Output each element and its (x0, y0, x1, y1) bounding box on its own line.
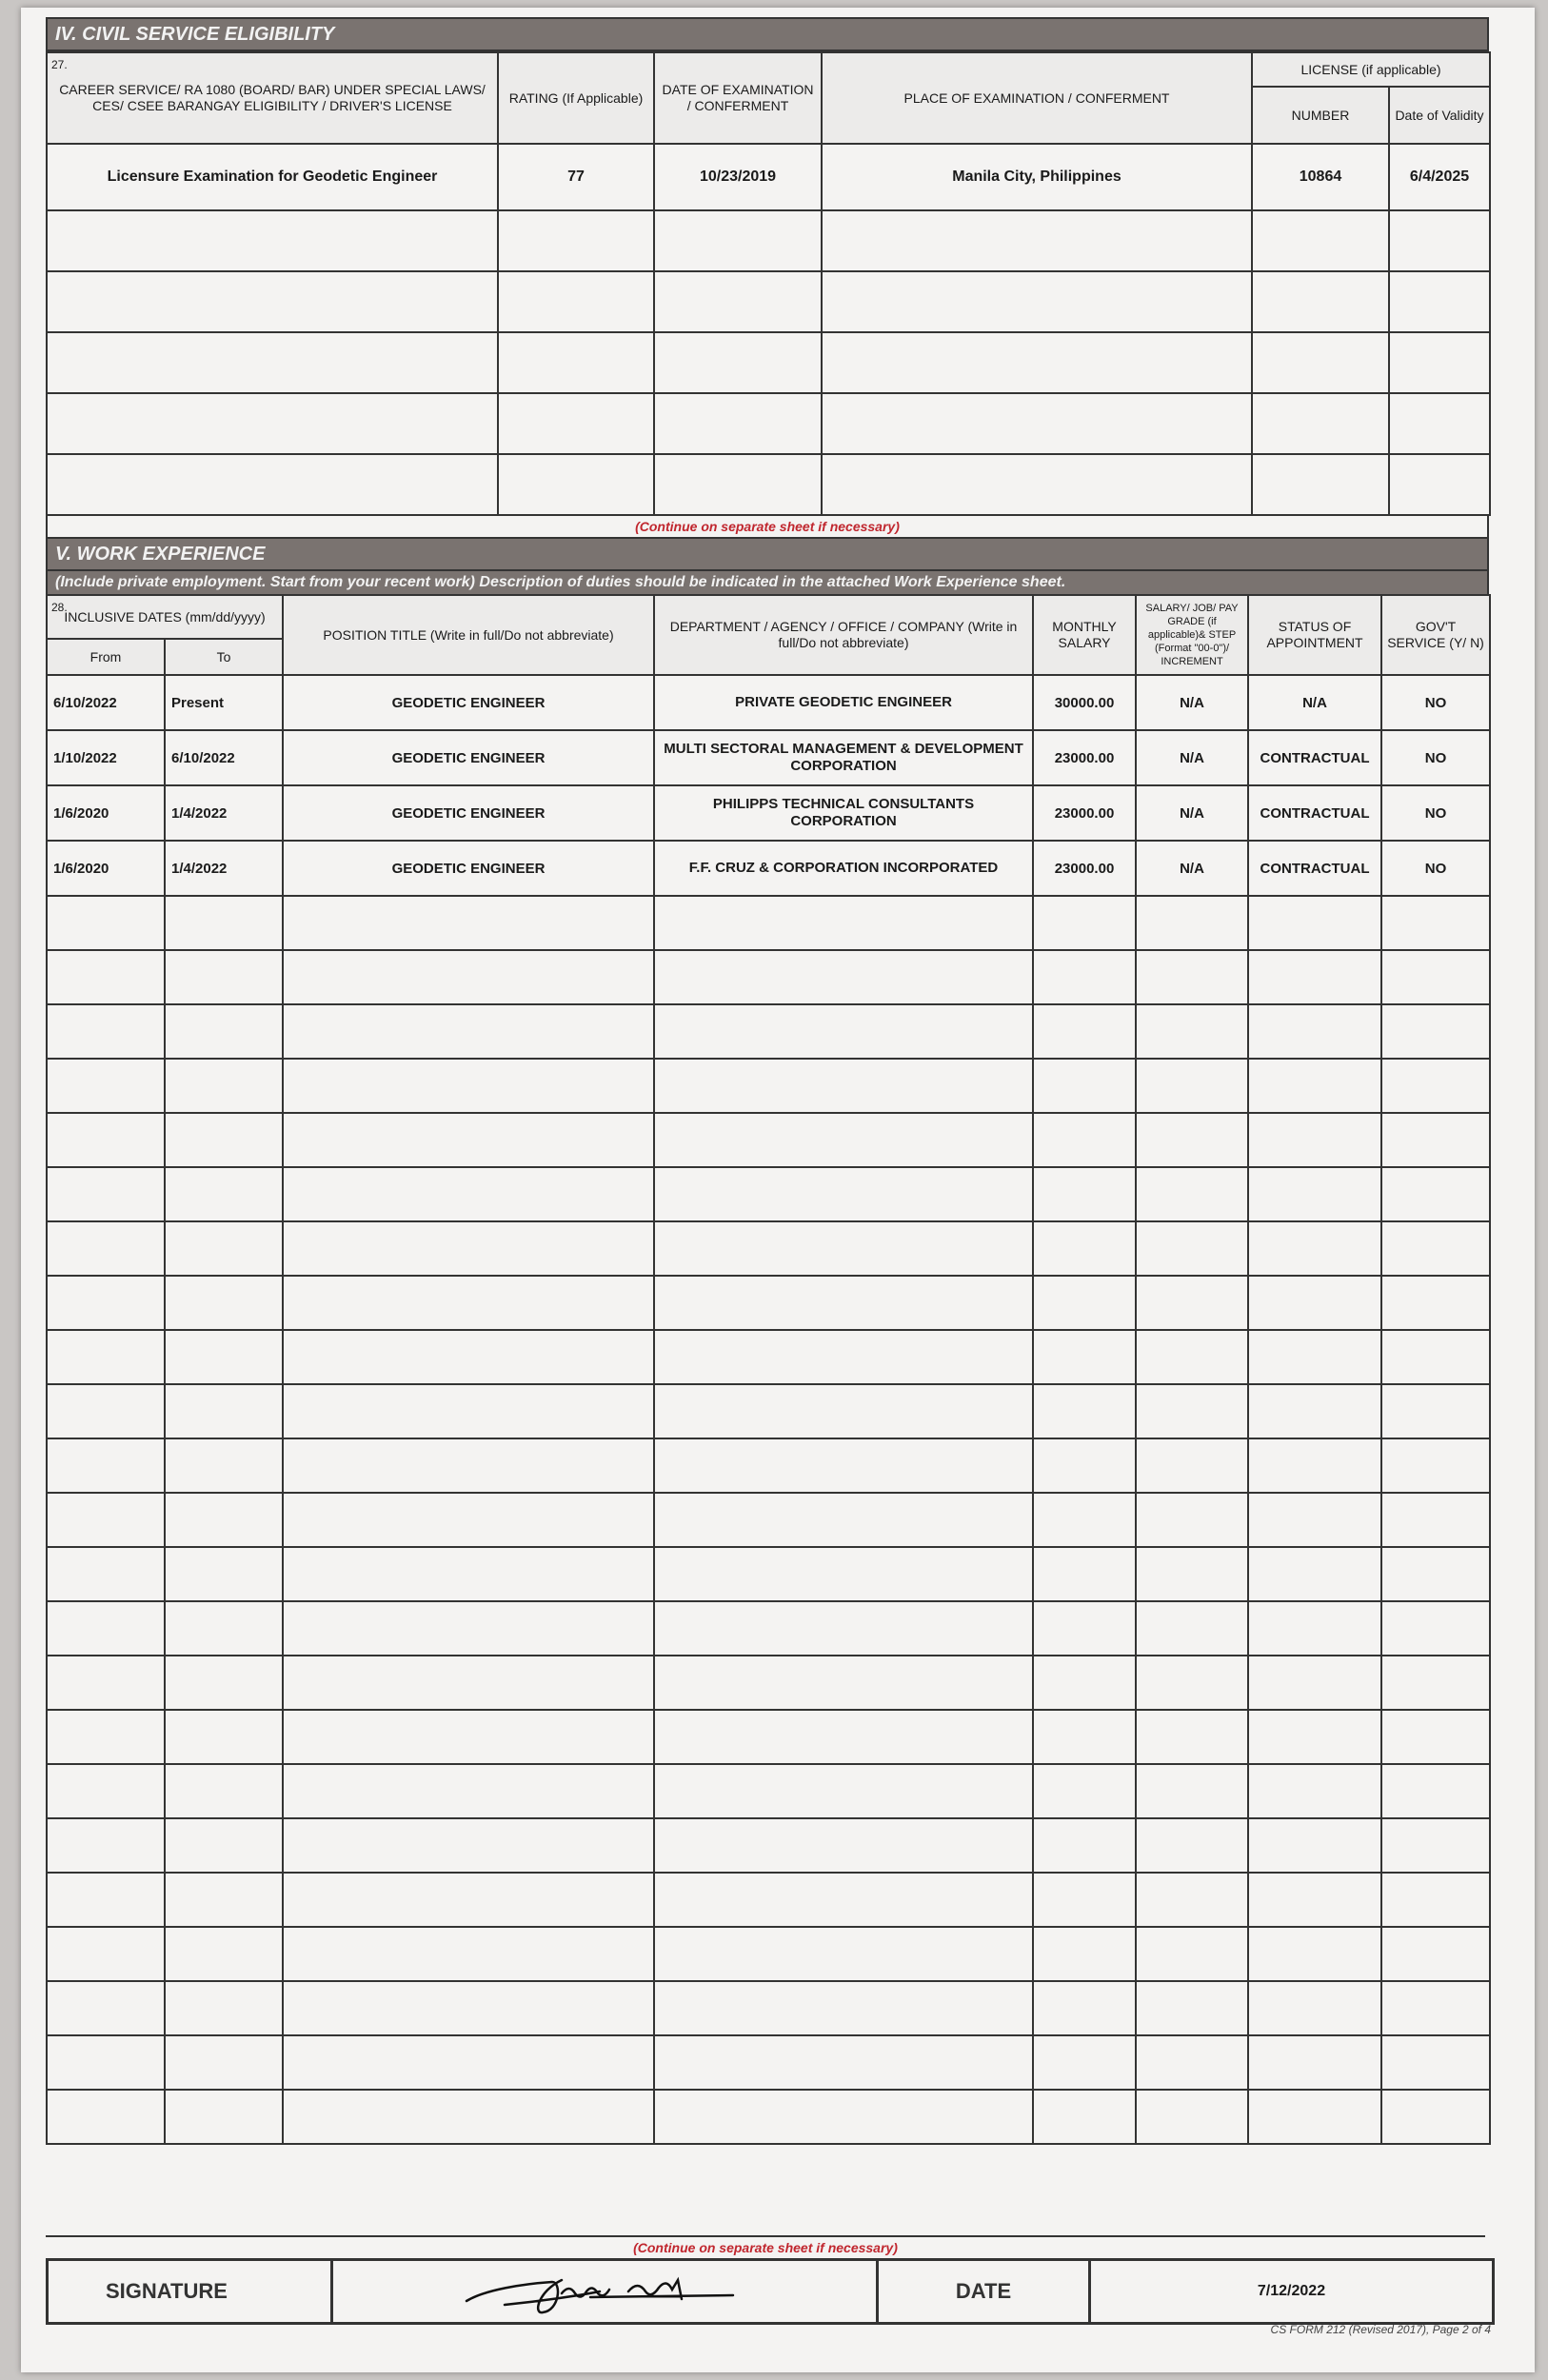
empty-cell (1136, 1493, 1248, 1547)
empty-cell (1136, 1113, 1248, 1167)
empty-cell (1136, 896, 1248, 950)
table-row (47, 1927, 1490, 1981)
work-header-from: From (47, 639, 165, 675)
handwritten-signature (447, 2263, 762, 2320)
empty-cell (1381, 1438, 1490, 1493)
table-row (47, 675, 1490, 730)
empty-cell (47, 1167, 165, 1221)
empty-cell (1033, 1276, 1136, 1330)
empty-cell (165, 2035, 283, 2090)
empty-cell (1136, 1927, 1248, 1981)
work-salary-cell: 23000.00 (1033, 730, 1136, 785)
empty-cell (1248, 1656, 1381, 1710)
empty-cell (1136, 2035, 1248, 2090)
empty-cell (165, 1113, 283, 1167)
empty-cell (165, 1221, 283, 1276)
empty-cell (1248, 1438, 1381, 1493)
empty-cell (165, 1927, 283, 1981)
empty-cell (654, 896, 1033, 950)
work-to-cell: 1/4/2022 (165, 785, 283, 841)
work-grade-cell: N/A (1136, 841, 1248, 896)
table-row (47, 1601, 1490, 1656)
date-field[interactable]: 7/12/2022 (1257, 2283, 1326, 2299)
empty-cell (1248, 1221, 1381, 1276)
cse-header-date: DATE OF EXAMINATION / CONFERMENT (654, 52, 822, 144)
table-row (47, 1547, 1490, 1601)
empty-cell (654, 2035, 1033, 2090)
table-row (47, 1167, 1490, 1221)
empty-cell (165, 896, 283, 950)
empty-cell (1381, 1384, 1490, 1438)
table-row (47, 1221, 1490, 1276)
empty-cell (1033, 1601, 1136, 1656)
empty-cell (1033, 1547, 1136, 1601)
empty-cell (283, 1818, 654, 1873)
work-subtitle: (Include private employment. Start from your recent work) Description of duties should be indicated in the attached Work Experience sheet. (46, 571, 1489, 594)
empty-cell (165, 950, 283, 1004)
empty-cell (1248, 1493, 1381, 1547)
empty-cell (1033, 1981, 1136, 2035)
signature-label: SIGNATURE (49, 2261, 333, 2322)
work-header-to: To (165, 639, 283, 675)
empty-cell (1248, 2035, 1381, 2090)
table-row (47, 1710, 1490, 1764)
empty-cell (1136, 1276, 1248, 1330)
empty-cell (47, 1113, 165, 1167)
empty-cell (283, 2090, 654, 2144)
empty-cell (47, 1927, 165, 1981)
empty-cell (1381, 1167, 1490, 1221)
empty-cell (654, 1710, 1033, 1764)
cse-section-title: IV. CIVIL SERVICE ELIGIBILITY (46, 17, 1489, 51)
table-row (47, 2035, 1490, 2090)
empty-cell (654, 1547, 1033, 1601)
work-to-cell: 6/10/2022 (165, 730, 283, 785)
empty-cell (1136, 1818, 1248, 1873)
work-header-dept: DEPARTMENT / AGENCY / OFFICE / COMPANY (Write in full/Do not abbreviate) (654, 595, 1033, 675)
table-row (47, 332, 1490, 393)
empty-cell (1248, 1873, 1381, 1927)
empty-cell (1248, 1276, 1381, 1330)
empty-cell (283, 1547, 654, 1601)
empty-cell (47, 2090, 165, 2144)
table-row (47, 841, 1490, 896)
work-from-cell: 1/6/2020 (47, 841, 165, 896)
empty-cell (165, 1818, 283, 1873)
work-header-salary: MONTHLY SALARY (1033, 595, 1136, 675)
empty-cell (1136, 950, 1248, 1004)
work-status-cell: CONTRACTUAL (1248, 841, 1381, 896)
empty-cell (654, 1601, 1033, 1656)
work-dept-cell: MULTI SECTORAL MANAGEMENT & DEVELOPMENT CORPORATION (654, 730, 1033, 785)
empty-cell (283, 1384, 654, 1438)
empty-cell (47, 1004, 165, 1059)
table-row (47, 1656, 1490, 1710)
empty-cell (165, 2090, 283, 2144)
empty-cell (1248, 1764, 1381, 1818)
empty-cell (1381, 1221, 1490, 1276)
empty-cell (1381, 1981, 1490, 2035)
empty-cell (1248, 1384, 1381, 1438)
empty-cell (1248, 1004, 1381, 1059)
work-grade-cell: N/A (1136, 675, 1248, 730)
empty-cell (283, 1113, 654, 1167)
empty-cell (1248, 1818, 1381, 1873)
work-dept-cell: F.F. CRUZ & CORPORATION INCORPORATED (654, 841, 1033, 896)
table-row (47, 271, 1490, 332)
empty-cell (1136, 1981, 1248, 2035)
cse-header-career-label: CAREER SERVICE/ RA 1080 (BOARD/ BAR) UNDER SPECIAL LAWS/ CES/ CSEE BARANGAY ELIGIBILITY / DRIVER'S LICENSE (59, 82, 486, 113)
empty-cell (1381, 1547, 1490, 1601)
empty-cell (1248, 1330, 1381, 1384)
empty-cell (1248, 1927, 1381, 1981)
work-header-dates-label: INCLUSIVE DATES (mm/dd/yyyy) (64, 608, 266, 625)
cse-header-place: PLACE OF EXAMINATION / CONFERMENT (822, 52, 1252, 144)
table-row (47, 1059, 1490, 1113)
empty-cell (1381, 1601, 1490, 1656)
empty-cell (654, 1384, 1033, 1438)
empty-cell (283, 2035, 654, 2090)
empty-cell (1381, 1710, 1490, 1764)
empty-cell (283, 896, 654, 950)
empty-cell (47, 1764, 165, 1818)
empty-cell (654, 1927, 1033, 1981)
empty-cell (1136, 1764, 1248, 1818)
empty-cell (1136, 2090, 1248, 2144)
empty-cell (1033, 1167, 1136, 1221)
empty-cell (1033, 1059, 1136, 1113)
table-row (47, 730, 1490, 785)
empty-cell (654, 950, 1033, 1004)
empty-cell (283, 1059, 654, 1113)
empty-cell (1381, 1059, 1490, 1113)
empty-cell (1033, 1438, 1136, 1493)
empty-cell (654, 1113, 1033, 1167)
empty-cell (1381, 1873, 1490, 1927)
empty-cell (654, 1656, 1033, 1710)
work-position-cell: GEODETIC ENGINEER (283, 785, 654, 841)
empty-cell (165, 1710, 283, 1764)
work-grade-cell: N/A (1136, 730, 1248, 785)
empty-cell (654, 1764, 1033, 1818)
empty-cell (1033, 1493, 1136, 1547)
table-row (47, 1004, 1490, 1059)
empty-cell (283, 1167, 654, 1221)
empty-cell (1248, 1059, 1381, 1113)
empty-cell (1033, 1927, 1136, 1981)
empty-cell (1033, 1221, 1136, 1276)
empty-cell (1381, 950, 1490, 1004)
empty-cell (1033, 2035, 1136, 2090)
empty-cell (1381, 1927, 1490, 1981)
work-dept-cell: PHILIPPS TECHNICAL CONSULTANTS CORPORATION (654, 785, 1033, 841)
empty-cell (654, 1438, 1033, 1493)
empty-cell (1136, 1873, 1248, 1927)
empty-cell (654, 1981, 1033, 2035)
empty-cell (165, 1547, 283, 1601)
empty-cell (1033, 1113, 1136, 1167)
empty-cell (165, 1601, 283, 1656)
empty-cell (1136, 1330, 1248, 1384)
empty-cell (283, 1764, 654, 1818)
work-govt-cell: NO (1381, 730, 1490, 785)
empty-cell (1248, 1981, 1381, 2035)
empty-cell (1033, 950, 1136, 1004)
work-govt-cell: NO (1381, 785, 1490, 841)
work-item-no: 28. (51, 601, 68, 614)
empty-cell (47, 1601, 165, 1656)
empty-cell (1381, 1493, 1490, 1547)
empty-cell (1033, 1710, 1136, 1764)
work-status-cell: CONTRACTUAL (1248, 730, 1381, 785)
empty-cell (165, 1276, 283, 1330)
empty-cell (1248, 1547, 1381, 1601)
empty-cell (47, 1221, 165, 1276)
empty-cell (165, 1764, 283, 1818)
table-row (47, 1438, 1490, 1493)
empty-cell (654, 1493, 1033, 1547)
empty-cell (654, 1818, 1033, 1873)
empty-cell (283, 1004, 654, 1059)
pds-form (46, 17, 1489, 2145)
work-header-status: STATUS OF APPOINTMENT (1248, 595, 1381, 675)
empty-cell (283, 1221, 654, 1276)
empty-cell (165, 1656, 283, 1710)
work-position-cell: GEODETIC ENGINEER (283, 730, 654, 785)
empty-cell (165, 1004, 283, 1059)
empty-cell (47, 1818, 165, 1873)
empty-cell (1381, 896, 1490, 950)
empty-cell (654, 1059, 1033, 1113)
empty-cell (1033, 1330, 1136, 1384)
empty-cell (47, 1547, 165, 1601)
table-row (47, 896, 1490, 950)
empty-cell (47, 950, 165, 1004)
cse-date-cell: 10/23/2019 (654, 144, 822, 210)
cse-continue-note: (Continue on separate sheet if necessary) (46, 516, 1489, 539)
empty-cell (654, 2090, 1033, 2144)
empty-cell (1248, 2090, 1381, 2144)
empty-cell (1136, 1601, 1248, 1656)
cse-number-cell: 10864 (1252, 144, 1389, 210)
table-row (47, 1818, 1490, 1873)
empty-cell (283, 1438, 654, 1493)
cse-validity-cell: 6/4/2025 (1389, 144, 1490, 210)
work-from-cell: 1/10/2022 (47, 730, 165, 785)
cse-table (46, 51, 1491, 516)
work-to-cell: 1/4/2022 (165, 841, 283, 896)
cse-header-number: NUMBER (1252, 87, 1389, 144)
work-salary-cell: 23000.00 (1033, 841, 1136, 896)
empty-cell (654, 1330, 1033, 1384)
table-row (47, 2090, 1490, 2144)
cse-rating-cell: 77 (498, 144, 654, 210)
table-row (47, 454, 1490, 515)
work-salary-cell: 23000.00 (1033, 785, 1136, 841)
empty-cell (283, 1330, 654, 1384)
empty-cell (1136, 1384, 1248, 1438)
empty-cell (1381, 1113, 1490, 1167)
work-to-cell: Present (165, 675, 283, 730)
empty-cell (1381, 2090, 1490, 2144)
empty-cell (165, 1330, 283, 1384)
work-header-grade: SALARY/ JOB/ PAY GRADE (if applicable)& STEP (Format "00-0")/ INCREMENT (1136, 595, 1248, 675)
empty-cell (654, 1167, 1033, 1221)
empty-cell (1136, 1221, 1248, 1276)
empty-cell (1033, 2090, 1136, 2144)
empty-cell (1248, 896, 1381, 950)
date-label: DATE (879, 2261, 1091, 2322)
empty-cell (1033, 1764, 1136, 1818)
empty-cell (1033, 1384, 1136, 1438)
empty-cell (47, 1873, 165, 1927)
empty-cell (1033, 1818, 1136, 1873)
cse-career-cell: Licensure Examination for Geodetic Engineer (47, 144, 498, 210)
empty-cell (47, 1493, 165, 1547)
work-continue-note: (Continue on separate sheet if necessary) (46, 2235, 1485, 2258)
table-row (47, 1493, 1490, 1547)
empty-cell (1136, 1167, 1248, 1221)
form-code: CS FORM 212 (Revised 2017), Page 2 of 4 (1270, 2323, 1491, 2336)
empty-cell (47, 1438, 165, 1493)
empty-cell (165, 1384, 283, 1438)
empty-cell (1136, 1547, 1248, 1601)
work-position-cell: GEODETIC ENGINEER (283, 675, 654, 730)
empty-cell (283, 1601, 654, 1656)
empty-cell (283, 1873, 654, 1927)
empty-cell (47, 1710, 165, 1764)
empty-cell (283, 1710, 654, 1764)
work-govt-cell: NO (1381, 675, 1490, 730)
signature-footer (46, 2258, 1495, 2325)
empty-cell (283, 950, 654, 1004)
empty-cell (654, 1004, 1033, 1059)
work-grade-cell: N/A (1136, 785, 1248, 841)
work-status-cell: N/A (1248, 675, 1381, 730)
table-row (47, 1873, 1490, 1927)
empty-cell (1381, 2035, 1490, 2090)
empty-cell (47, 1059, 165, 1113)
empty-cell (1248, 950, 1381, 1004)
work-dept-cell: PRIVATE GEODETIC ENGINEER (654, 675, 1033, 730)
cse-item-no: 27. (51, 58, 68, 71)
empty-cell (47, 1384, 165, 1438)
work-table (46, 594, 1491, 2145)
table-row (47, 393, 1490, 454)
table-row (47, 1764, 1490, 1818)
table-row (47, 1981, 1490, 2035)
empty-cell (654, 1221, 1033, 1276)
empty-cell (1381, 1004, 1490, 1059)
empty-cell (283, 1981, 654, 2035)
empty-cell (1381, 1330, 1490, 1384)
empty-cell (47, 896, 165, 950)
table-row (47, 1330, 1490, 1384)
empty-cell (47, 1276, 165, 1330)
signature-field[interactable] (333, 2261, 879, 2322)
empty-cell (47, 1656, 165, 1710)
empty-cell (283, 1656, 654, 1710)
empty-cell (165, 1493, 283, 1547)
empty-cell (654, 1873, 1033, 1927)
table-row (47, 1384, 1490, 1438)
table-row (47, 1113, 1490, 1167)
empty-cell (1136, 1438, 1248, 1493)
empty-cell (1136, 1710, 1248, 1764)
empty-cell (1381, 1764, 1490, 1818)
cse-header-license: LICENSE (if applicable) (1252, 52, 1490, 87)
cse-place-cell: Manila City, Philippines (822, 144, 1252, 210)
empty-cell (1248, 1113, 1381, 1167)
empty-cell (165, 1167, 283, 1221)
table-row (47, 210, 1490, 271)
empty-cell (165, 1438, 283, 1493)
empty-cell (1033, 896, 1136, 950)
empty-cell (165, 1981, 283, 2035)
work-salary-cell: 30000.00 (1033, 675, 1136, 730)
empty-cell (47, 1981, 165, 2035)
work-section-title: V. WORK EXPERIENCE (46, 539, 1489, 571)
empty-cell (1248, 1601, 1381, 1656)
empty-cell (1136, 1656, 1248, 1710)
work-header-dates (47, 595, 283, 639)
empty-cell (1136, 1059, 1248, 1113)
empty-cell (1033, 1656, 1136, 1710)
empty-cell (283, 1493, 654, 1547)
empty-cell (283, 1927, 654, 1981)
empty-cell (47, 1330, 165, 1384)
work-header-position: POSITION TITLE (Write in full/Do not abbreviate) (283, 595, 654, 675)
table-row (47, 144, 1490, 210)
empty-cell (654, 1276, 1033, 1330)
empty-cell (1381, 1276, 1490, 1330)
empty-cell (165, 1873, 283, 1927)
work-from-cell: 1/6/2020 (47, 785, 165, 841)
empty-cell (1381, 1818, 1490, 1873)
empty-cell (1248, 1710, 1381, 1764)
work-position-cell: GEODETIC ENGINEER (283, 841, 654, 896)
work-govt-cell: NO (1381, 841, 1490, 896)
empty-cell (1248, 1167, 1381, 1221)
cse-header-career (47, 52, 498, 144)
cse-header-rating: RATING (If Applicable) (498, 52, 654, 144)
empty-cell (1136, 1004, 1248, 1059)
empty-cell (1033, 1873, 1136, 1927)
table-row (47, 785, 1490, 841)
work-blank-rows (47, 896, 1490, 2144)
work-header-govt: GOV'T SERVICE (Y/ N) (1381, 595, 1490, 675)
cse-header-validity: Date of Validity (1389, 87, 1490, 144)
empty-cell (1381, 1656, 1490, 1710)
empty-cell (1033, 1004, 1136, 1059)
table-row (47, 950, 1490, 1004)
work-from-cell: 6/10/2022 (47, 675, 165, 730)
empty-cell (283, 1276, 654, 1330)
empty-cell (47, 2035, 165, 2090)
work-status-cell: CONTRACTUAL (1248, 785, 1381, 841)
empty-cell (165, 1059, 283, 1113)
table-row (47, 1276, 1490, 1330)
